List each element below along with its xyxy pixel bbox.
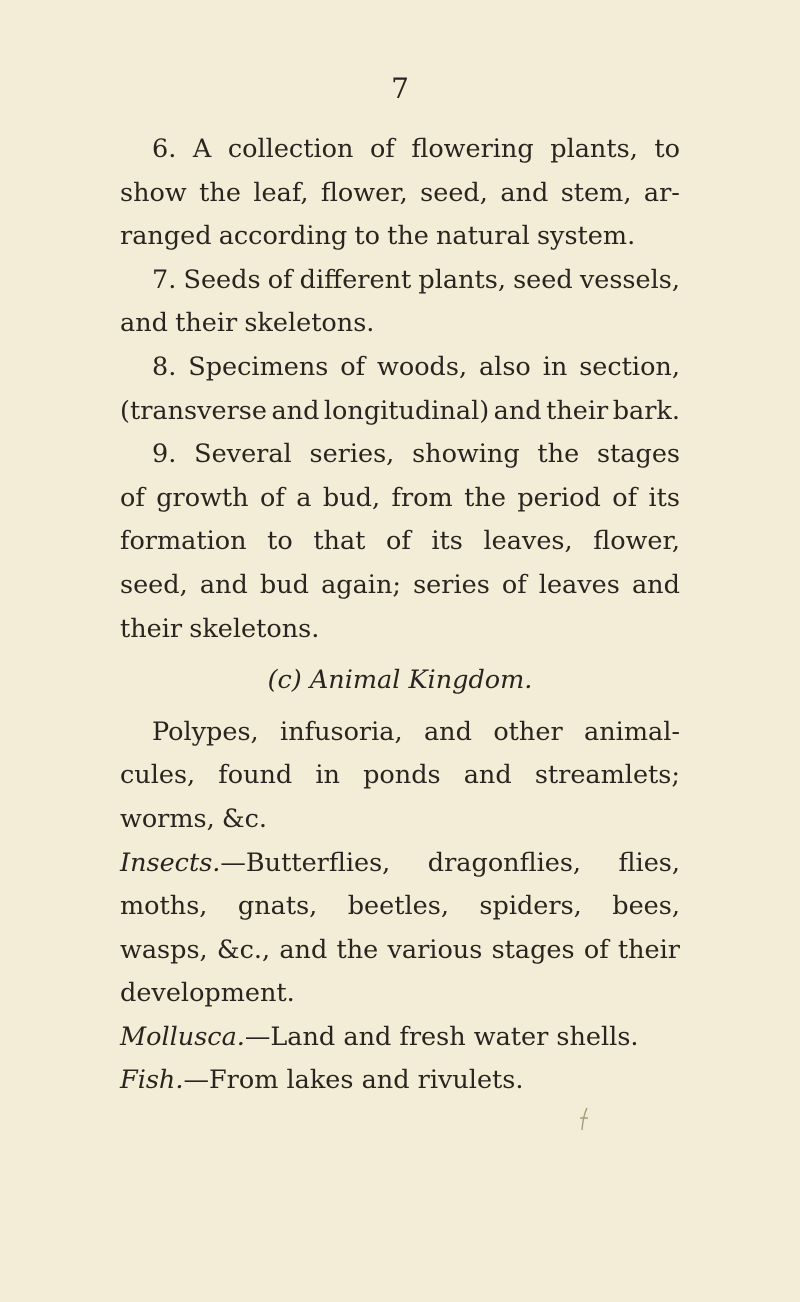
word: plants, bbox=[418, 264, 506, 295]
word: from bbox=[391, 482, 453, 513]
page-number: 7 bbox=[391, 72, 409, 105]
word: vessels, bbox=[579, 264, 680, 295]
word: its bbox=[648, 482, 680, 513]
text-line bbox=[120, 885, 680, 929]
word: development. bbox=[120, 978, 295, 1009]
text-line bbox=[120, 128, 680, 172]
word: of bbox=[369, 134, 395, 164]
word: their bbox=[175, 308, 238, 339]
word: seed, bbox=[120, 569, 188, 600]
word: that bbox=[313, 526, 366, 557]
word: bud, bbox=[322, 482, 381, 513]
word: other bbox=[493, 716, 563, 747]
word: Polypes, bbox=[152, 716, 259, 747]
text-line bbox=[120, 564, 680, 608]
word: flower, bbox=[593, 526, 680, 557]
word: and bbox=[120, 308, 168, 339]
word: (transverse bbox=[120, 395, 267, 426]
word: to bbox=[354, 221, 380, 252]
word: the bbox=[199, 177, 241, 208]
word: and bbox=[279, 934, 328, 965]
word: system. bbox=[536, 221, 636, 252]
word: natural bbox=[435, 221, 530, 252]
word: stages bbox=[491, 934, 575, 965]
text-line bbox=[120, 215, 680, 259]
text-line bbox=[120, 754, 680, 798]
ink-mark bbox=[578, 1106, 592, 1137]
word: of bbox=[386, 526, 411, 557]
word: and bbox=[493, 395, 542, 426]
mollusca-text: —Land and fresh water shells. bbox=[244, 1021, 639, 1052]
word: of bbox=[583, 934, 609, 965]
text-line bbox=[120, 929, 680, 973]
word: according bbox=[218, 221, 348, 252]
word: and bbox=[423, 716, 472, 747]
text-line bbox=[120, 842, 680, 886]
word: formation bbox=[120, 526, 247, 557]
word: skeletons. bbox=[244, 308, 375, 339]
word: ranged bbox=[120, 221, 212, 252]
word: &c. bbox=[221, 803, 267, 834]
word: leaves bbox=[538, 569, 620, 600]
word: cules, bbox=[120, 760, 196, 791]
text-line bbox=[120, 1059, 680, 1103]
word: dragonflies, bbox=[427, 847, 582, 878]
word: flowering bbox=[411, 134, 534, 164]
word: also bbox=[478, 351, 531, 382]
word: leaf, bbox=[253, 177, 309, 208]
word: the bbox=[336, 934, 379, 965]
word: their bbox=[546, 395, 609, 426]
word: seed bbox=[513, 264, 573, 295]
word: their bbox=[617, 934, 680, 965]
word: &c., bbox=[216, 934, 271, 965]
word: found bbox=[218, 760, 293, 791]
word: moths, bbox=[120, 891, 208, 922]
word: to bbox=[267, 526, 293, 557]
word: of bbox=[267, 264, 293, 295]
word: and bbox=[631, 569, 680, 600]
word: in bbox=[315, 760, 340, 791]
text-line bbox=[120, 390, 680, 434]
word: seed, bbox=[420, 177, 488, 208]
word: plants, bbox=[550, 134, 638, 164]
word: period bbox=[517, 482, 601, 513]
word: spiders, bbox=[479, 891, 582, 922]
word: beetles, bbox=[347, 891, 449, 922]
word: streamlets; bbox=[534, 760, 680, 791]
text-line bbox=[120, 520, 680, 564]
word: 8. bbox=[152, 351, 177, 382]
page-text bbox=[120, 128, 680, 1103]
text-line bbox=[120, 433, 680, 477]
word: stages bbox=[596, 439, 680, 470]
word: woods, bbox=[377, 351, 468, 382]
word: leaves, bbox=[483, 526, 573, 557]
word: to bbox=[654, 134, 680, 164]
text-line bbox=[120, 477, 680, 521]
word: of bbox=[612, 482, 638, 513]
text-line bbox=[120, 302, 680, 346]
word: section, bbox=[579, 351, 680, 382]
word: and bbox=[500, 177, 549, 208]
text-line bbox=[120, 798, 680, 842]
word: Seeds bbox=[183, 264, 261, 295]
word: 9. bbox=[152, 439, 177, 470]
word: flies, bbox=[618, 847, 680, 878]
word: of bbox=[501, 569, 527, 600]
word: growth bbox=[156, 482, 249, 513]
text-line bbox=[120, 608, 680, 652]
word: different bbox=[299, 264, 412, 295]
word: animal- bbox=[584, 716, 680, 747]
mollusca-entry bbox=[120, 1016, 639, 1060]
word: ar- bbox=[643, 177, 680, 208]
word: the bbox=[537, 439, 580, 470]
word: and bbox=[199, 569, 248, 600]
fish-text: —From lakes and rivulets. bbox=[183, 1065, 524, 1096]
word: series, bbox=[309, 439, 395, 470]
word: a bbox=[296, 482, 312, 513]
insects-entry bbox=[120, 842, 390, 886]
word: collection bbox=[227, 134, 354, 164]
word: the bbox=[387, 221, 429, 252]
word: and bbox=[463, 760, 512, 791]
word: bees, bbox=[612, 891, 680, 922]
word: skeletons. bbox=[189, 613, 320, 644]
word: series bbox=[413, 569, 490, 600]
word: and bbox=[271, 395, 320, 426]
section-heading: (c) Animal Kingdom. bbox=[267, 665, 533, 696]
word: bud bbox=[259, 569, 309, 600]
text-line bbox=[120, 172, 680, 216]
word: —Butterflies, bbox=[220, 847, 391, 878]
word: the bbox=[464, 482, 506, 513]
insects-label: Insects. bbox=[120, 847, 221, 878]
word: ponds bbox=[363, 760, 441, 791]
fish-entry bbox=[120, 1059, 524, 1103]
word: show bbox=[120, 177, 187, 208]
mollusca-label: Mollusca. bbox=[120, 1021, 245, 1052]
text-line bbox=[120, 972, 680, 1016]
word: bark. bbox=[612, 395, 680, 426]
text-line bbox=[120, 259, 680, 303]
word: in bbox=[542, 351, 568, 382]
text-line bbox=[120, 1016, 680, 1060]
word: worms, bbox=[120, 803, 215, 834]
word: again; bbox=[321, 569, 401, 600]
word: longitudinal) bbox=[323, 395, 490, 426]
text-line bbox=[120, 711, 680, 755]
word: showing bbox=[412, 439, 520, 470]
word: A bbox=[192, 134, 212, 164]
word: 6. bbox=[152, 134, 177, 164]
word: gnats, bbox=[237, 891, 318, 922]
word: stem, bbox=[560, 177, 632, 208]
word: of bbox=[260, 482, 285, 513]
word: its bbox=[431, 526, 463, 557]
ink-mark-icon bbox=[578, 1106, 592, 1132]
word: of bbox=[120, 482, 145, 513]
word: Specimens bbox=[188, 351, 329, 382]
word: infusoria, bbox=[280, 716, 403, 747]
word: their bbox=[120, 613, 183, 644]
word: of bbox=[340, 351, 366, 382]
fish-label: Fish. bbox=[120, 1065, 184, 1096]
word: various bbox=[387, 934, 483, 965]
word: Several bbox=[194, 439, 292, 470]
text-line bbox=[120, 346, 680, 390]
word: flower, bbox=[320, 177, 408, 208]
word: 7. bbox=[152, 264, 177, 295]
word: wasps, bbox=[120, 934, 208, 965]
